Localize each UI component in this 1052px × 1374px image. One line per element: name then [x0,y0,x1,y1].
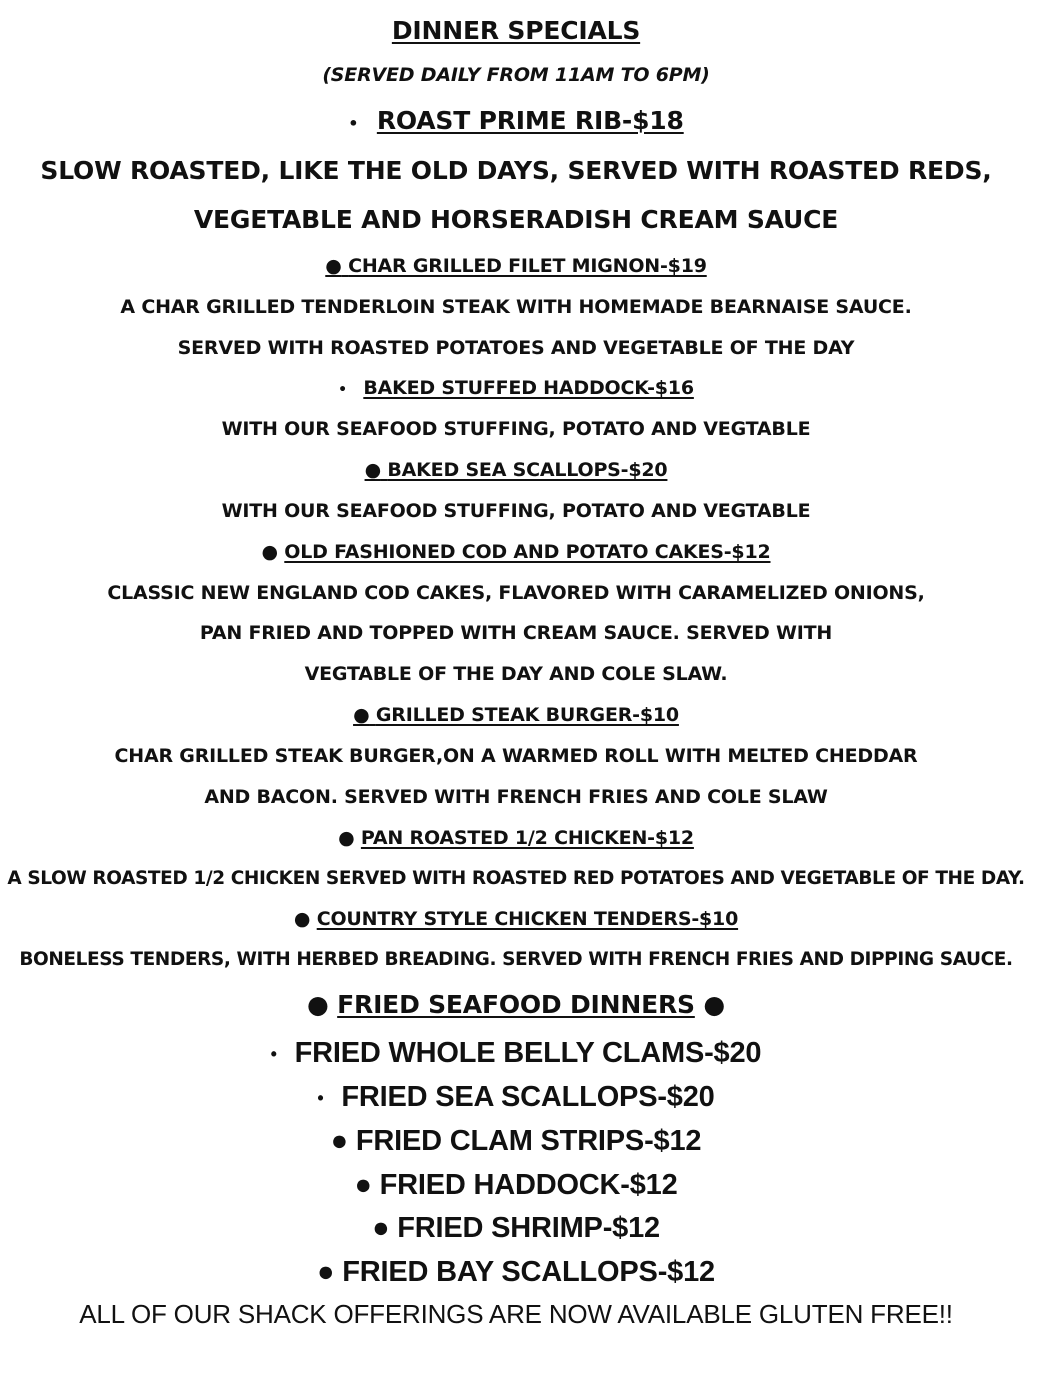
menu-item-heading: ● CHAR GRILLED FILET MIGNON-$19 [325,255,707,277]
gluten-free-note: ALL OF OUR SHACK OFFERINGS ARE NOW AVAILABLE GLUTEN FREE!! [79,1299,953,1329]
menu-item-description: CHAR GRILLED STEAK BURGER,ON A WARMED ROLL WITH MELTED CHEDDAR [114,745,918,767]
menu-item-description: SERVED WITH ROASTED POTATOES AND VEGETABLE OF THE DAY [177,337,855,359]
bullet-icon: ● [372,1212,390,1244]
menu-title: DINNER SPECIALS [391,16,641,45]
bullet-icon: ● [353,704,370,726]
menu-item-description: VEGTABLE OF THE DAY AND COLE SLAW. [304,663,728,685]
seafood-item: ● FRIED SHRIMP-$12 [372,1212,660,1244]
menu-item-description: BONELESS TENDERS, WITH HERBED BREADING. SERVED WITH FRENCH FRIES AND DIPPING SAUCE. [19,949,1013,970]
bullet-icon: • [338,382,347,398]
bullet-icon: • [270,1043,277,1064]
bullet-icon: ● [364,459,381,481]
bullet-icon: ● [703,990,725,1019]
menu-item-description: VEGETABLE AND HORSERADISH CREAM SAUCE [193,205,839,234]
menu-item-description: A CHAR GRILLED TENDERLOIN STEAK WITH HOMEMADE BEARNAISE SAUCE. [120,296,912,318]
bullet-icon: • [317,1087,324,1108]
menu-item-heading: ● COUNTRY STYLE CHICKEN TENDERS-$10 [293,908,739,930]
menu-item-heading: ● PAN ROASTED 1/2 CHICKEN-$12 [338,827,694,849]
menu-item-heading: ● GRILLED STEAK BURGER-$10 [353,704,679,726]
bullet-icon: • [348,114,359,133]
menu-subtitle: (SERVED DAILY FROM 11AM TO 6PM) [322,64,710,86]
menu-item-description: CLASSIC NEW ENGLAND COD CAKES, FLAVORED WITH CARAMELIZED ONIONS, [107,582,925,604]
bullet-icon: ● [261,541,278,563]
bullet-icon: ● [307,990,329,1019]
bullet-icon: ● [330,1125,348,1157]
menu-item-heading: • BAKED STUFFED HADDOCK-$16 [338,377,694,399]
seafood-item: • FRIED SEA SCALLOPS-$20 [317,1081,715,1113]
seafood-item: • FRIED WHOLE BELLY CLAMS-$20 [270,1037,762,1069]
fried-seafood-heading: ● FRIED SEAFOOD DINNERS ● [307,990,725,1019]
menu-item-description: WITH OUR SEAFOOD STUFFING, POTATO AND VEGTABLE [221,500,811,522]
menu-item-heading: • ROAST PRIME RIB-$18 [348,106,684,135]
menu-item-heading: ● OLD FASHIONED COD AND POTATO CAKES-$12 [261,541,771,563]
seafood-item: ● FRIED BAY SCALLOPS-$12 [317,1256,715,1288]
bullet-icon: ● [325,255,342,277]
menu-item-description: PAN FRIED AND TOPPED WITH CREAM SAUCE. SERVED WITH [199,622,833,644]
bullet-icon: ● [338,827,355,849]
menu-item-description: AND BACON. SERVED WITH FRENCH FRIES AND COLE SLAW [204,786,828,808]
bullet-icon: ● [317,1256,335,1288]
bullet-icon: ● [293,908,311,930]
bullet-icon: ● [354,1169,372,1201]
seafood-item: ● FRIED CLAM STRIPS-$12 [330,1125,702,1157]
menu-item-description: SLOW ROASTED, LIKE THE OLD DAYS, SERVED WITH ROASTED REDS, [40,156,992,185]
menu-item-description: A SLOW ROASTED 1/2 CHICKEN SERVED WITH ROASTED RED POTATOES AND VEGETABLE OF THE DAY. [7,868,1025,889]
menu-item-heading: ● BAKED SEA SCALLOPS-$20 [364,459,668,481]
menu-item-description: WITH OUR SEAFOOD STUFFING, POTATO AND VEGTABLE [221,418,811,440]
seafood-item: ● FRIED HADDOCK-$12 [354,1169,678,1201]
